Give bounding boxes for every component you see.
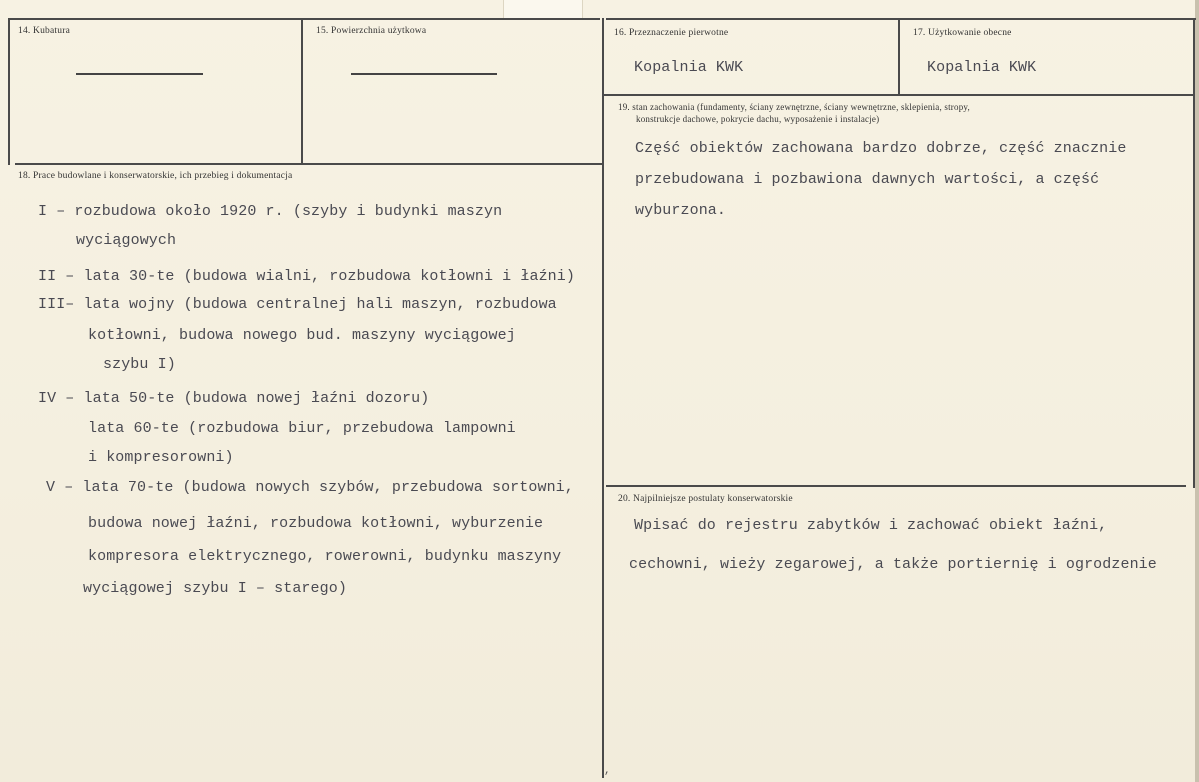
field-18-line-9: i kompresorowni) <box>88 449 234 466</box>
field-18-line-4: III– lata wojny (budowa centralnej hali maszyn, rozbudowa <box>38 296 557 313</box>
field-17-value: Kopalnia KWK <box>927 59 1037 76</box>
top-rule-left <box>8 18 600 20</box>
field-15-empty-line <box>351 73 497 75</box>
field-18-line-11: budowa nowej łaźni, rozbudowa kotłowni, wyburzenie <box>88 515 544 532</box>
center-divider <box>602 18 604 778</box>
divider-14-15 <box>301 20 303 165</box>
field-18-line-7: IV – lata 50-te (budowa nowej łaźni dozoru) <box>38 390 430 407</box>
field-14-label: 14. Kubatura <box>18 26 70 36</box>
field-16-value: Kopalnia KWK <box>634 59 744 76</box>
card-tab <box>503 0 583 19</box>
field-18-line-8: lata 60-te (rozbudowa biur, przebudowa lampowni <box>88 420 516 437</box>
left-border <box>8 18 10 165</box>
field-17-label: 17. Użytkowanie obecne <box>913 28 1012 38</box>
field-15-label: 15. Powierzchnia użytkowa <box>316 26 427 36</box>
field-18-line-6: szybu I) <box>103 356 176 373</box>
bottom-mark: , <box>604 765 611 777</box>
field-19-line-3: wyburzona. <box>635 202 727 219</box>
right-border <box>1193 18 1195 488</box>
field-18-line-1: I – rozbudowa około 1920 r. (szyby i budynki maszyn <box>38 203 503 220</box>
field-18-line-5: kotłowni, budowa nowego bud. maszyny wyciągowej <box>88 327 516 344</box>
field-18-line-2: wyciągowych <box>76 232 177 249</box>
field-19-line-2: przebudowana i pozbawiona dawnych wartości, a część <box>635 171 1100 188</box>
field-20-line-1: Wpisać do rejestru zabytków i zachować obiekt łaźni, <box>634 517 1108 534</box>
rule-above-20 <box>606 485 1186 487</box>
field-19-label-line2: konstrukcje dachowe, pokrycie dachu, wyposażenie i instalacje) <box>636 114 880 124</box>
field-20-label: 20. Najpilniejsze postulaty konserwatorskie <box>618 494 793 504</box>
field-16-label: 16. Przeznaczenie pierwotne <box>614 28 729 38</box>
field-19-label-line1: 19. stan zachowania (fundamenty, ściany zewnętrzne, ściany wewnętrzne, sklepienia, stropy, <box>618 102 970 112</box>
field-20-line-2: cechowni, wieży zegarowej, a także portiernię i ogrodzenie <box>629 556 1157 573</box>
card-edge <box>1195 0 1199 782</box>
divider-16-17 <box>898 20 900 95</box>
field-18-line-12: kompresora elektrycznego, rowerowni, budynku maszyny <box>88 548 562 565</box>
top-rule-right <box>606 18 1196 20</box>
field-18-line-10: V – lata 70-te (budowa nowych szybów, przebudowa sortowni, <box>46 479 574 496</box>
field-14-empty-line <box>76 73 203 75</box>
field-18-line-13: wyciągowej szybu I – starego) <box>83 580 347 597</box>
field-18-line-3: II – lata 30-te (budowa wialni, rozbudowa kotłowni i łaźni) <box>38 268 575 285</box>
field-19-line-1: Część obiektów zachowana bardzo dobrze, część znacznie <box>635 140 1127 157</box>
rule-below-14-15 <box>15 163 602 165</box>
rule-below-16-17 <box>604 94 1194 96</box>
field-18-label: 18. Prace budowlane i konserwatorskie, ich przebieg i dokumentacja <box>18 171 293 181</box>
